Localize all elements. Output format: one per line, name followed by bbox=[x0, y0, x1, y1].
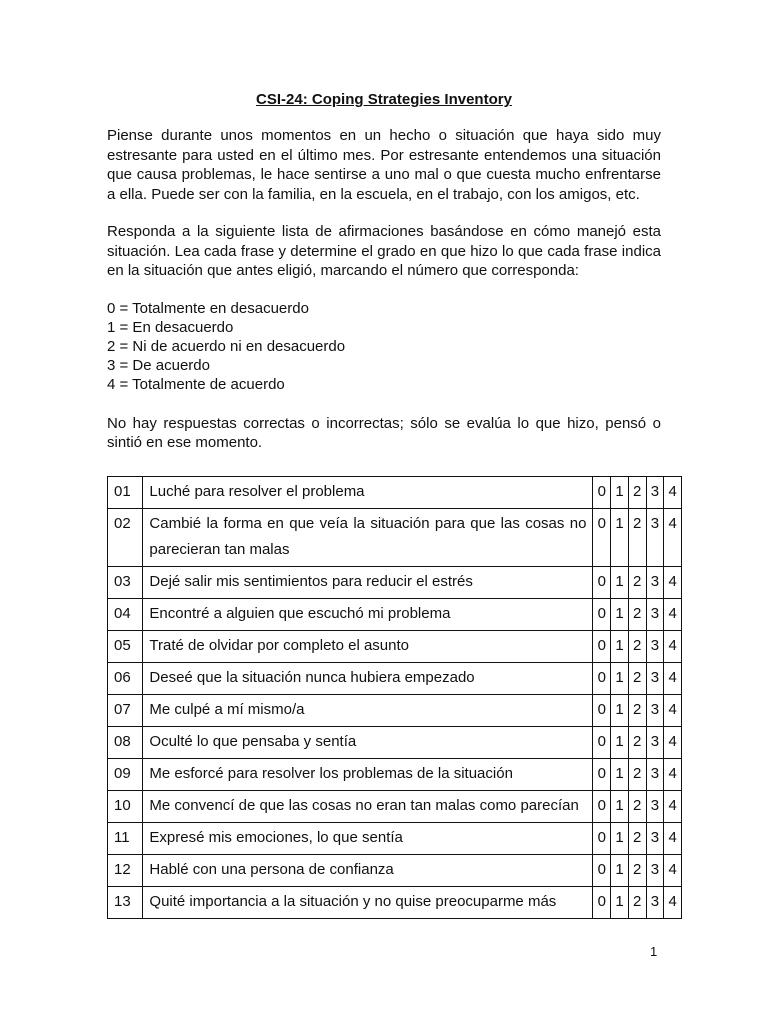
response-option-2[interactable]: 2 bbox=[628, 695, 646, 727]
scale-item-3: 3 = De acuerdo bbox=[107, 357, 210, 375]
item-number: 05 bbox=[108, 631, 143, 663]
response-option-2[interactable]: 2 bbox=[628, 727, 646, 759]
response-option-0[interactable]: 0 bbox=[593, 567, 611, 599]
response-option-1[interactable]: 1 bbox=[611, 759, 629, 791]
table-row bbox=[108, 631, 682, 663]
response-option-2[interactable]: 2 bbox=[628, 663, 646, 695]
response-option-4[interactable]: 4 bbox=[664, 727, 682, 759]
response-scale bbox=[107, 299, 661, 395]
response-option-1[interactable]: 1 bbox=[611, 509, 629, 567]
table-row bbox=[108, 477, 682, 509]
item-statement: Oculté lo que pensaba y sentía bbox=[143, 727, 593, 759]
items-table bbox=[107, 476, 682, 919]
response-option-3[interactable]: 3 bbox=[646, 855, 664, 887]
table-row bbox=[108, 599, 682, 631]
response-option-3[interactable]: 3 bbox=[646, 695, 664, 727]
response-option-2[interactable]: 2 bbox=[628, 509, 646, 567]
response-option-3[interactable]: 3 bbox=[646, 477, 664, 509]
response-option-4[interactable]: 4 bbox=[664, 567, 682, 599]
response-option-0[interactable]: 0 bbox=[593, 663, 611, 695]
item-statement: Hablé con una persona de confianza bbox=[143, 855, 593, 887]
response-option-1[interactable]: 1 bbox=[611, 631, 629, 663]
response-option-2[interactable]: 2 bbox=[628, 567, 646, 599]
response-option-0[interactable]: 0 bbox=[593, 727, 611, 759]
response-option-0[interactable]: 0 bbox=[593, 791, 611, 823]
response-option-4[interactable]: 4 bbox=[664, 477, 682, 509]
table-row bbox=[108, 663, 682, 695]
item-statement: Traté de olvidar por completo el asunto bbox=[143, 631, 593, 663]
item-number: 09 bbox=[108, 759, 143, 791]
response-option-2[interactable]: 2 bbox=[628, 477, 646, 509]
response-option-3[interactable]: 3 bbox=[646, 663, 664, 695]
response-option-2[interactable]: 2 bbox=[628, 599, 646, 631]
table-row bbox=[108, 727, 682, 759]
response-option-3[interactable]: 3 bbox=[646, 599, 664, 631]
response-option-4[interactable]: 4 bbox=[664, 823, 682, 855]
response-option-0[interactable]: 0 bbox=[593, 887, 611, 919]
response-option-4[interactable]: 4 bbox=[664, 791, 682, 823]
response-option-3[interactable]: 3 bbox=[646, 727, 664, 759]
item-statement: Cambié la forma en que veía la situación para que las cosas no parecieran tan malas bbox=[143, 509, 593, 567]
intro-paragraph: Piense durante unos momentos en un hecho o situación que haya sido muy estresante para usted en el último mes. Por estresante entendemos una situación que causa problemas, le hace sentirse a uno mal o que cuesta mucho enfrentarse a ella. Puede ser con la familia, en la escuela, en el trabajo, con los amigos, etc. bbox=[107, 127, 661, 203]
response-option-4[interactable]: 4 bbox=[664, 631, 682, 663]
response-option-0[interactable]: 0 bbox=[593, 599, 611, 631]
response-option-2[interactable]: 2 bbox=[628, 631, 646, 663]
response-option-2[interactable]: 2 bbox=[628, 759, 646, 791]
document-page bbox=[107, 90, 661, 471]
response-option-0[interactable]: 0 bbox=[593, 509, 611, 567]
item-number: 10 bbox=[108, 791, 143, 823]
table-row bbox=[108, 823, 682, 855]
response-option-1[interactable]: 1 bbox=[611, 855, 629, 887]
response-option-1[interactable]: 1 bbox=[611, 695, 629, 727]
scale-item-2: 2 = Ni de acuerdo ni en desacuerdo bbox=[107, 337, 346, 355]
item-number: 07 bbox=[108, 695, 143, 727]
response-option-0[interactable]: 0 bbox=[593, 823, 611, 855]
response-option-0[interactable]: 0 bbox=[593, 695, 611, 727]
scale-item-0: 0 = Totalmente en desacuerdo bbox=[107, 299, 309, 317]
response-option-4[interactable]: 4 bbox=[664, 887, 682, 919]
page-number: 1 bbox=[650, 944, 658, 959]
instructions-paragraph: Responda a la siguiente lista de afirmaciones basándose en cómo manejó esta situación. Lea cada frase y determine el grado en que hizo lo que cada frase indica en la situación que antes eligió, marcando el número que corresponda: bbox=[107, 223, 661, 279]
item-statement: Me convencí de que las cosas no eran tan malas como parecían bbox=[143, 791, 593, 823]
response-option-3[interactable]: 3 bbox=[646, 791, 664, 823]
table-row bbox=[108, 695, 682, 727]
response-option-4[interactable]: 4 bbox=[664, 695, 682, 727]
scale-item-1: 1 = En desacuerdo bbox=[107, 318, 234, 336]
table-row bbox=[108, 887, 682, 919]
response-option-3[interactable]: 3 bbox=[646, 631, 664, 663]
response-option-3[interactable]: 3 bbox=[646, 823, 664, 855]
item-statement: Dejé salir mis sentimientos para reducir el estrés bbox=[143, 567, 593, 599]
item-number: 04 bbox=[108, 599, 143, 631]
response-option-1[interactable]: 1 bbox=[611, 663, 629, 695]
item-statement: Me culpé a mí mismo/a bbox=[143, 695, 593, 727]
item-statement: Quité importancia a la situación y no quise preocuparme más bbox=[143, 887, 593, 919]
response-option-4[interactable]: 4 bbox=[664, 759, 682, 791]
item-statement: Luché para resolver el problema bbox=[143, 477, 593, 509]
response-option-3[interactable]: 3 bbox=[646, 887, 664, 919]
response-option-3[interactable]: 3 bbox=[646, 759, 664, 791]
response-option-4[interactable]: 4 bbox=[664, 509, 682, 567]
response-option-3[interactable]: 3 bbox=[646, 567, 664, 599]
item-statement: Expresé mis emociones, lo que sentía bbox=[143, 823, 593, 855]
response-option-0[interactable]: 0 bbox=[593, 631, 611, 663]
item-statement: Encontré a alguien que escuchó mi problema bbox=[143, 599, 593, 631]
response-option-1[interactable]: 1 bbox=[611, 823, 629, 855]
table-row bbox=[108, 759, 682, 791]
item-number: 02 bbox=[108, 509, 143, 567]
response-option-1[interactable]: 1 bbox=[611, 567, 629, 599]
table-row bbox=[108, 791, 682, 823]
response-option-2[interactable]: 2 bbox=[628, 791, 646, 823]
item-number: 03 bbox=[108, 567, 143, 599]
item-number: 01 bbox=[108, 477, 143, 509]
response-option-0[interactable]: 0 bbox=[593, 759, 611, 791]
response-option-2[interactable]: 2 bbox=[628, 823, 646, 855]
response-option-1[interactable]: 1 bbox=[611, 791, 629, 823]
response-option-2[interactable]: 2 bbox=[628, 887, 646, 919]
response-option-1[interactable]: 1 bbox=[611, 599, 629, 631]
item-number: 13 bbox=[108, 887, 143, 919]
item-number: 08 bbox=[108, 727, 143, 759]
table-row bbox=[108, 509, 682, 567]
document-title: CSI-24: Coping Strategies Inventory bbox=[256, 91, 512, 108]
response-option-1[interactable]: 1 bbox=[611, 727, 629, 759]
note-paragraph: No hay respuestas correctas o incorrectas; sólo se evalúa lo que hizo, pensó o sintió en ese momento. bbox=[107, 414, 661, 452]
table-row bbox=[108, 855, 682, 887]
item-number: 12 bbox=[108, 855, 143, 887]
response-option-0[interactable]: 0 bbox=[593, 855, 611, 887]
response-option-4[interactable]: 4 bbox=[664, 855, 682, 887]
response-option-1[interactable]: 1 bbox=[611, 477, 629, 509]
scale-item-4: 4 = Totalmente de acuerdo bbox=[107, 376, 285, 394]
response-option-3[interactable]: 3 bbox=[646, 509, 664, 567]
item-statement: Me esforcé para resolver los problemas de la situación bbox=[143, 759, 593, 791]
response-option-4[interactable]: 4 bbox=[664, 599, 682, 631]
response-option-1[interactable]: 1 bbox=[611, 887, 629, 919]
response-option-4[interactable]: 4 bbox=[664, 663, 682, 695]
table-row bbox=[108, 567, 682, 599]
item-number: 11 bbox=[108, 823, 143, 855]
response-option-0[interactable]: 0 bbox=[593, 477, 611, 509]
item-statement: Deseé que la situación nunca hubiera empezado bbox=[143, 663, 593, 695]
response-option-2[interactable]: 2 bbox=[628, 855, 646, 887]
item-number: 06 bbox=[108, 663, 143, 695]
